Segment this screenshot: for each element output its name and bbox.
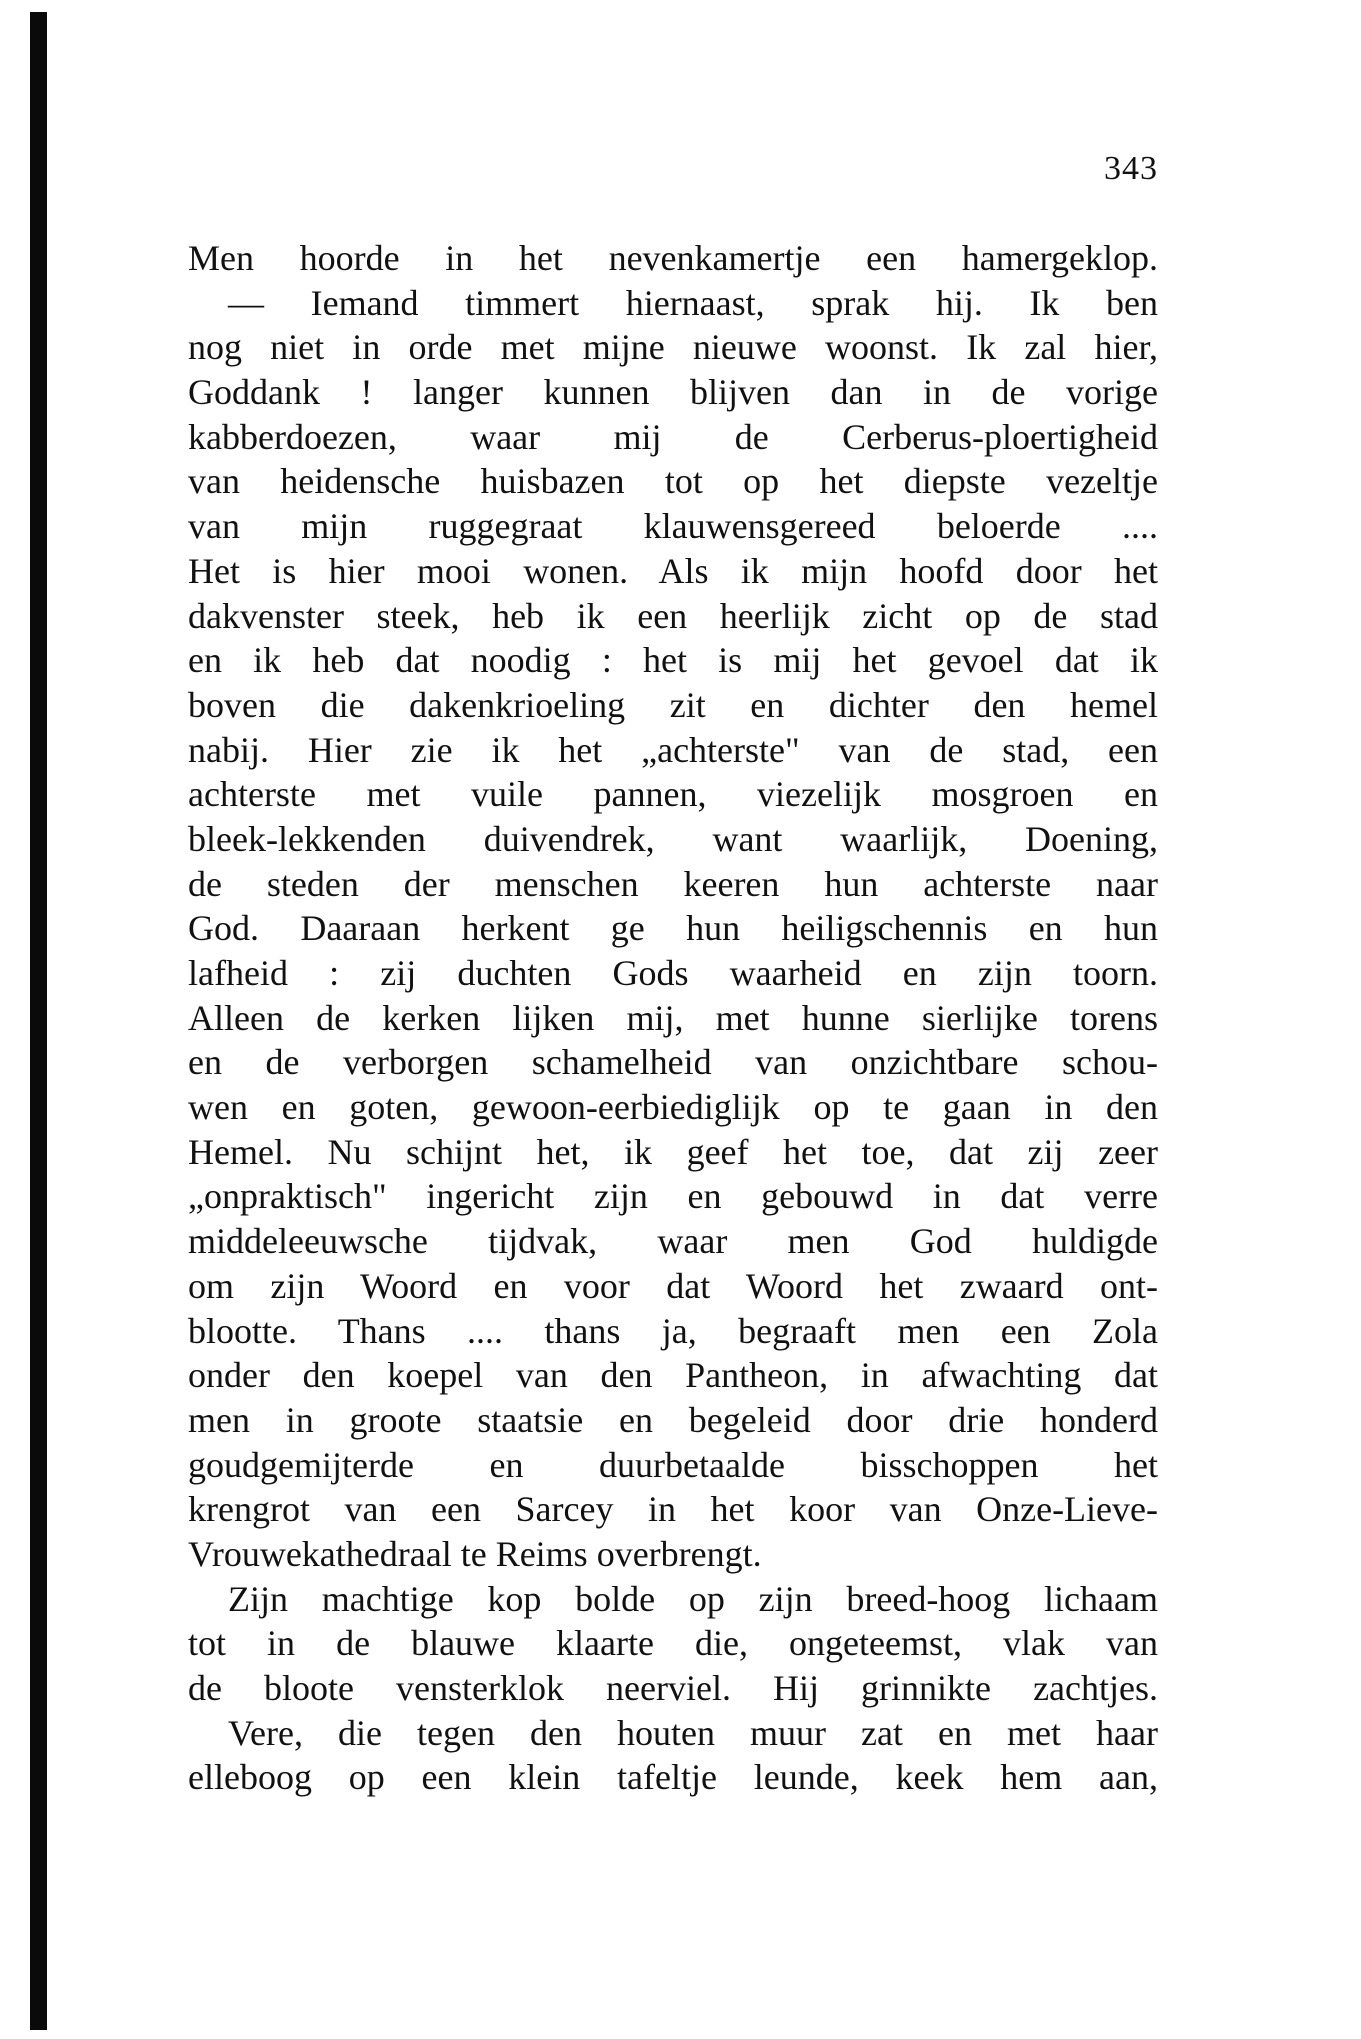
page-number: 343 [1104,150,1158,187]
text-line: Zijn machtige kop bolde op zijn breed-hoog lichaam [228,1578,1158,1619]
text-line: de bloote vensterklok neerviel. Hij grinnikte zachtjes. [188,1668,1158,1708]
text-line: Goddank ! langer kunnen blijven dan in de vorige [188,372,1158,413]
text-line: Alleen de kerken lijken mij, met hunne sierlijke torens [188,997,1158,1038]
text-line: en ik heb dat noodig : het is mij het gevoel dat ik [188,640,1158,681]
text-line: — Iemand timmert hiernaast, sprak hij. Ik ben [228,282,1158,323]
body-text [188,236,1158,1800]
text-line: God. Daaraan herkent ge hun heiligschennis en hun [188,908,1158,949]
text-line: krengrot van een Sarcey in het koor van Onze-Lieve- [188,1489,1158,1530]
text-line: Men hoorde in het nevenkamertje een hamergeklop. [188,238,1158,278]
text-line: achterste met vuile pannen, viezelijk mosgroen en [188,774,1158,815]
text-line: en de verborgen schamelheid van onzichtbare schou- [188,1042,1158,1083]
text-line: „onpraktisch" ingericht zijn en gebouwd in dat verre [188,1176,1158,1217]
book-binding-edge [30,12,47,2030]
text-line: middeleeuwsche tijdvak, waar men God huldigde [188,1221,1158,1262]
text-line: lafheid : zij duchten Gods waarheid en zijn toorn. [188,953,1158,993]
text-line: om zijn Woord en voor dat Woord het zwaard ont- [188,1265,1158,1306]
text-line: onder den koepel van den Pantheon, in afwachting dat [188,1355,1158,1396]
text-line: dakvenster steek, heb ik een heerlijk zicht op de stad [188,595,1158,636]
text-line: Het is hier mooi wonen. Als ik mijn hoofd door het [188,550,1158,591]
text-line: bleek-lekkenden duivendrek, want waarlijk, Doening, [188,818,1158,859]
text-line: van heidensche huisbazen tot op het diepste vezeltje [188,461,1158,502]
text-line: wen en goten, gewoon-eerbiediglijk op te gaan in den [188,1087,1158,1128]
text-line: de steden der menschen keeren hun achterste naar [188,863,1158,904]
text-line: Hemel. Nu schijnt het, ik geef het toe, dat zij zeer [188,1131,1158,1172]
text-line: elleboog op een klein tafeltje leunde, keek hem aan, [188,1757,1158,1798]
text-line: van mijn ruggegraat klauwensgereed beloerde .... [188,506,1158,547]
text-line: nabij. Hier zie ik het „achterste" van de stad, een [188,729,1158,770]
text-line: goudgemijterde en duurbetaalde bisschoppen het [188,1444,1158,1485]
text-line: blootte. Thans .... thans ja, begraaft men een Zola [188,1310,1158,1351]
text-line: kabberdoezen, waar mij de Cerberus-ploertigheid [188,416,1158,457]
text-line: Vere, die tegen den houten muur zat en met haar [228,1712,1158,1753]
text-line: men in groote staatsie en begeleid door drie honderd [188,1399,1158,1440]
text-line: nog niet in orde met mijne nieuwe woonst. Ik zal hier, [188,327,1158,368]
text-line: boven die dakenkrioeling zit en dichter den hemel [188,684,1158,725]
text-line: tot in de blauwe klaarte die, ongeteemst, vlak van [188,1623,1158,1664]
text-line: Vrouwekathedraal te Reims overbrengt. [188,1533,762,1574]
